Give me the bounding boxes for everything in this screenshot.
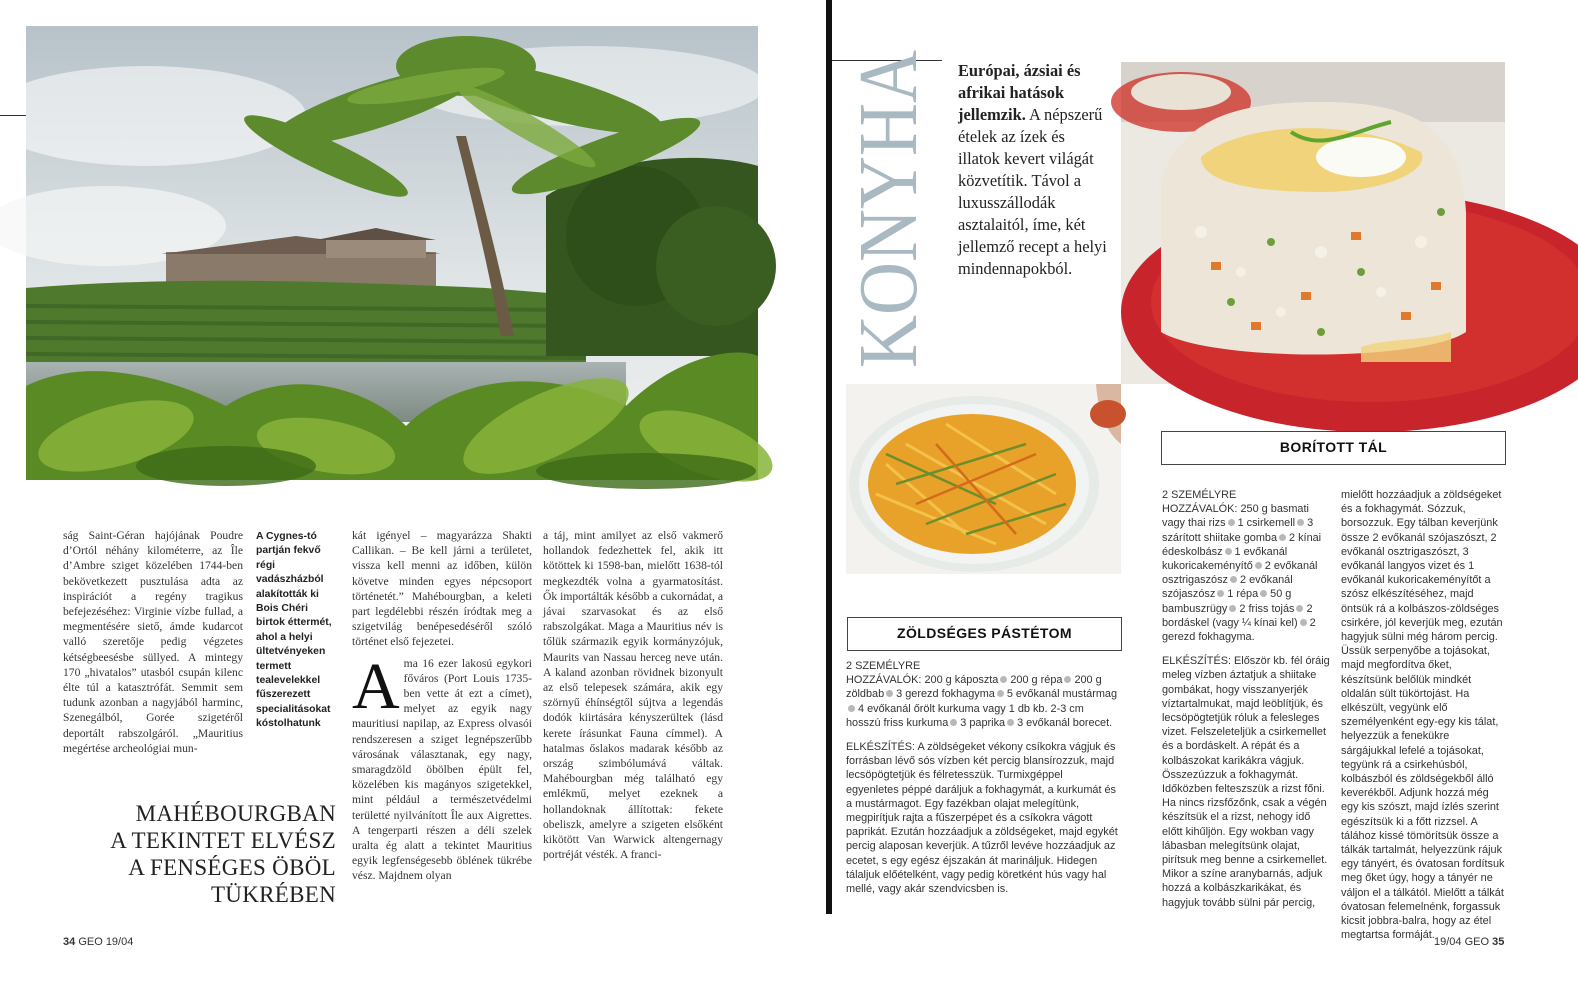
spine-divider xyxy=(826,0,832,914)
article-column-1-text: ság Saint-Géran hajójának Poudre d’Ortól néhány kilométerre, az Île d’Ambre sziget közelében 1744-ben bekövetkezett pusztulása adta az inspirációt a regény tragikus befejezéséhez: Virginie vízbe fullad, a megmentésére siető, ámde kudarcot valló szeretője pedig végzetes kétségbeesésbe süllyed. A mintegy 170 „hivatalos” utasból csupán kilenc élte túl a katasztrófát. Semmit sem tudunk azonban a nagyjából harminc, Szenegálból, Gorée szigetéről deportált rabszolgáról. „Mauritius megértése archeológiai mun- xyxy=(63,529,243,755)
recipe-2-title: BORÍTOTT TÁL xyxy=(1279,439,1388,455)
bullet-icon xyxy=(1007,719,1014,726)
recipe-2-text-col-b xyxy=(1341,488,1505,943)
photo-caption-text: A Cygnes-tó partján fekvő régi vadászházból alakították ki Bois Chéri birtok éttermét, ahol a helyi ültetvényeken termett tealevelekkel fűszerezett specialitásokat kóstolhatunk xyxy=(256,531,332,730)
recipe-1-servings: 2 SZEMÉLYRE xyxy=(846,660,921,672)
recipe-2-method-label: ELKÉSZÍTÉS: xyxy=(1162,655,1231,668)
bullet-icon xyxy=(997,690,1004,697)
recipe-2-ingredient: 2 bordáskel (vagy ¼ kínai kel) xyxy=(1162,602,1313,629)
folio-right xyxy=(1434,936,1504,948)
bullet-icon xyxy=(1000,676,1007,683)
recipe-1-ingredient: 3 paprika xyxy=(960,716,1006,729)
photo-caption xyxy=(256,530,338,732)
recipe-1-ingredient: 3 gerezd fokhagyma xyxy=(896,688,995,701)
pull-quote xyxy=(96,800,336,908)
folio-left-text: GEO 19/04 xyxy=(78,936,134,948)
recipe-2-ingredient: 2 gerezd fokhagyma. xyxy=(1162,616,1316,644)
recipe-2-ingredient: 1 csirkemell xyxy=(1237,517,1296,530)
bullet-icon xyxy=(1260,590,1267,597)
rice-dome-photo xyxy=(1121,62,1505,384)
recipe-2-ingredient: 1 répa xyxy=(1227,588,1259,601)
left-margin-rule xyxy=(0,115,26,116)
recipe-2-title-box xyxy=(1161,431,1506,465)
vegetable-salad-photo xyxy=(846,384,1121,574)
bullet-icon xyxy=(1255,562,1262,569)
recipe-1-ingredient: 3 evőkanál borecet. xyxy=(1017,716,1113,729)
article-column-4 xyxy=(543,528,723,862)
recipe-2-method-b: mielőtt hozzáadjuk a zöldségeket és a fokhagymát. Sózzuk, borsozzuk. Egy tálban keverjünk össze 2 evőkanál szójaszószt, 2 evőkanál osztrigaszószt, 3 evőkanál langyos vizet és 1 evőkanál kukoricakeményítőt a szósz elkészítéséhez, majd öntsük rá a kolbászos-zöldséges csirkére, jól keverjük meg, ezután hagyjuk sülni még három percig. Üssük serpenyőbe a tojásokat, majd megfordítva őket, készítsünk belőlük mindkét oldalán sült tükörtojást. Ha elkészült, vegyünk elő személyenként egy-egy kis tálat, helyezzük a fenekükre sárgájukkal lefelé a tojásokat, tegyünk rá a csirkehúsból, kolbászból és zöldségekből álló keverékből. Adjunk hozzá még egy kis szószt, majd ízlés szerint egészítsük ki a főtt rizzsel. A tálához kissé tömörítsük össze a tálkák tartalmát, helyezzünk rájuk egy tányért, és óvatosan fordítsuk meg őket úgy, hogy a tányér ne váljon el a tálkától. Mielőtt a tálkát óvatosan felemelnénk, forgassuk kicsit jobbra-balra, hogy az étel megtartsa formáját. xyxy=(1341,489,1505,942)
recipe-2-ingredient: 2 evőkanál szójaszósz xyxy=(1162,574,1293,601)
bullet-icon xyxy=(1230,576,1237,583)
folio-left-number: 34 xyxy=(63,936,76,948)
bullet-icon xyxy=(1228,519,1235,526)
article-column-3-top-text: kát igényel – magyarázza Shakti Callikan. – Be kell járni a területet, vissza kell menni az időben, külön követve minden egyes népcsoport történetét.” Mahébourgban, a keleti part legdélebbi részén íródtak meg a szigetvilág benépesedéséről szóló történet első fejezetei. xyxy=(352,529,532,649)
recipe-1-ingredient: 200 g zöldbab xyxy=(846,674,1102,701)
pull-quote-line-1: MAHÉBOURGBAN xyxy=(135,801,336,826)
article-column-1 xyxy=(63,528,243,756)
recipe-1-ingredient: 200 g káposzta xyxy=(924,674,999,687)
recipe-1-text xyxy=(846,659,1118,896)
bullet-icon xyxy=(886,690,893,697)
recipe-2-ingredients-label: HOZZÁVALÓK: xyxy=(1162,503,1238,516)
recipe-2-ingredient: 2 evőkanál osztrigaszósz xyxy=(1162,560,1318,587)
bullet-icon xyxy=(1225,548,1232,555)
bullet-icon xyxy=(1297,519,1304,526)
recipe-2-ingredient: 250 g basmati vagy thai rizs xyxy=(1162,503,1309,530)
intro-rest: A népszerű ételek az ízek és illatok kevert világát közvetítik. Távol a luxusszállodák asztalaitól, íme, két jellemző recept a helyi mindennapokból. xyxy=(958,105,1107,278)
article-column-4-text: a táj, mint amilyet az első vakmerő hollandok fedezhettek fel, akik itt kötöttek ki 1598-ban, mielőtt 1638-tól megkezdték volna a gyarmatosítást. Ők importálták később a cukornádat, a jávai szarvasokat és az első rabszolgákat. Maga a Mauritius név is tőlük származik egyik kormányzójuk, Maurits van Nassau herceg neve után. A kaland azonban rövidnek bizonyult az első telepesek számára, akik egy szörnyű éhínségtől sújtva a legendás dodók kiirtására kényszerültek (lásd kerete írásunkat Fauna címmel). A hatalmas őslakos madarak később az ország szimbólumává váltak. Mahébourgban még található egy emlékmű, melyet ezeknek a hollandoknak állítottak: fekete obeliszk, amelyre a szigeten elsőként kikötött Van Warwick altengernagy portréját vésték. A franci- xyxy=(543,529,723,862)
recipe-1-ingredient: 4 evőkanál őrölt kurkuma vagy 1 db kb. 2-3 cm hosszú friss kurkuma xyxy=(846,702,1084,729)
recipe-2-text-col-a xyxy=(1162,488,1330,910)
bullet-icon xyxy=(1279,534,1286,541)
bullet-icon xyxy=(848,705,855,712)
recipe-2-ingredient: 3 szárított shiitake gomba xyxy=(1162,517,1314,544)
recipe-2-ingredient: 1 evőkanál kukoricakeményítő xyxy=(1162,545,1288,573)
recipe-1-method: A zöldségeket vékony csíkokra vágjuk és forrásban lévő sós vízben két percig blansírozzuk, majd lecsöpögtetjük és félretesszük. Turmixgéppel egyenletes péppé daráljuk a fokhagymát, a kurkumát és a mustármagot. Egy fazékban olajat melegítünk, megpirítjuk rajta a fűszerpépet és a csíkokra vágott paprikát. Ezután hozzáadjuk a zöldségeket, majd egykét percig alaposan keverjük. A tűzről levéve hozzáadjuk az ecetet, s egy egész éjszakán át marináljuk. Hidegen tálaljuk előételként, vagy pedig köretként hús vagy hal mellé, vagy akár szendvicsben is. xyxy=(846,741,1118,896)
pull-quote-line-4: TÜKRÉBEN xyxy=(210,882,336,907)
konyha-vertical-title xyxy=(842,4,935,376)
bullet-icon xyxy=(1296,605,1303,612)
bullet-icon xyxy=(1217,590,1224,597)
pull-quote-line-2: A TEKINTET ELVÉSZ xyxy=(110,828,336,853)
recipe-1-ingredient: 200 g répa xyxy=(1010,674,1063,687)
bullet-icon xyxy=(1229,605,1236,612)
pull-quote-line-3: A FENSÉGES ÖBÖL xyxy=(128,855,336,880)
intro-bold: Európai, ázsiai és afrikai hatások jellemzik. xyxy=(958,61,1081,124)
konyha-vertical-title-text: KONYHA xyxy=(842,4,935,368)
recipe-1-method-label: ELKÉSZÍTÉS: xyxy=(846,741,915,754)
article-column-3-rest-text: ma 16 ezer lakosú egykori főváros (Port Louis 1735-ben vette át ezt a címet), melyet az egyik nagy mauritiusi napilap, az Express olvasói rendszeresen a sziget legnépszerűbb városának választanak, egy nagy, smaragdzöld öbölben épült fel, közelében kis magányos szigetekkel, mint például a természetvédelmi területté nyilvánított Île aux Aigrettes. A tengerparti részen a déli szelek uralta ég alatt a tekintet Mauritius egyik legfenségesebb öblének tükrébe vész. Majdnem olyan xyxy=(352,656,532,883)
recipe-2-ingredient: 2 friss tojás xyxy=(1239,602,1295,615)
recipe-1-ingredients-label: HOZZÁVALÓK: xyxy=(846,674,922,687)
intro-text xyxy=(958,60,1108,280)
bullet-icon xyxy=(950,719,957,726)
recipe-2-method-a: Először kb. fél óráig meleg vízben áztatjuk a shiitake gombákat, hogy visszanyerjék víztartalmukat, majd leöblítjük, és lecsöpögtetjük róluk a felesleges vizet. Felszeleteljük a csirkemellet és a bordáskelt. A répát és a kolbászokat karikákra vágjuk. Összezúzzuk a fokhagymát. Időközben felteszszük a rizst főni. Ha nincs rizsfőzőnk, csak a végén készítsük el a rizst, nehogy idő előtt kihűljön. Egy wokban vagy lábasban melegítsünk olajat, pirítsuk meg benne a csirkemellet. Mikor a színe aranybarnás, adjuk hozzá a kolbászkarikákat, és hagyjuk tovább sülni pár percig, xyxy=(1162,655,1330,909)
recipe-1-ingredient: 5 evőkanál mustármag xyxy=(1006,688,1118,701)
recipe-2-ingredient: 50 g bambuszrügy xyxy=(1162,588,1292,615)
drop-cap: A xyxy=(352,649,400,723)
article-column-3 xyxy=(352,528,532,884)
recipe-1-title-box xyxy=(847,617,1122,651)
folio-left xyxy=(63,936,133,948)
recipe-1-title: ZÖLDSÉGES PÁSTÉTOM xyxy=(897,625,1072,641)
hero-photo-tea-plantation xyxy=(26,26,758,480)
bullet-icon xyxy=(1064,676,1071,683)
recipe-2-ingredient: 2 kínai édeskolbász xyxy=(1162,531,1322,558)
folio-right-text: 19/04 GEO xyxy=(1434,936,1490,948)
recipe-2-servings: 2 SZEMÉLYRE xyxy=(1162,489,1237,501)
folio-right-number: 35 xyxy=(1492,936,1505,948)
bullet-icon xyxy=(1300,619,1307,626)
